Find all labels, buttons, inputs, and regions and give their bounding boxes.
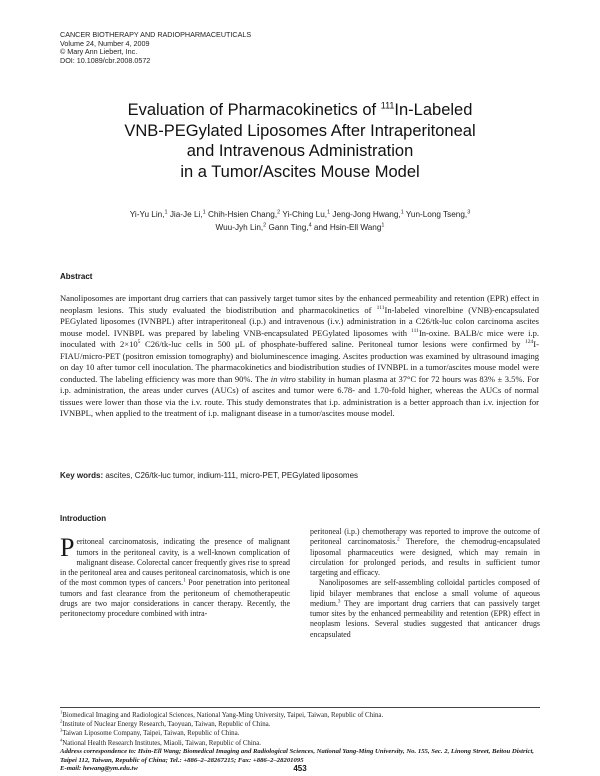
- journal-volume: Volume 24, Number 4, 2009: [60, 38, 150, 48]
- author: Jeng-Jong Hwang,: [330, 210, 401, 219]
- copyright-line: © Mary Ann Liebert, Inc.: [60, 47, 138, 57]
- author: Jia-Je Li,: [167, 210, 203, 219]
- author-affil-mark: 1: [400, 209, 404, 216]
- correspondence-address: Address correspondence to: Hsin-Ell Wang; Biomedical Imaging and Radiological Sciences, National Yang-Ming University, No. 155, Sec. 2, Linong Street, Beitou District, Taipei 112, Taiwan, Republic of China; Tel.: +886–2–28267215; Fax: +886–2–28201095: [60, 748, 534, 764]
- intro-text: They are important drug carriers that can passively target tumor sites by the enhanced permeability and retention (EPR) effect in neoplasm lesions. Several studies suggested that anticancer drugs encapsulated: [310, 598, 540, 639]
- intro-text: Therefore, the chemodrug-encapsulated liposomal pharmaceutics were designed, which may remain in circulation for prolonged periods, and results in sufficient tumor targeting and efficacy.: [310, 537, 540, 577]
- author-list: [88, 208, 512, 234]
- citation-sup: 1: [183, 577, 186, 584]
- title-line-4: in a Tumor/Ascites Mouse Model: [180, 162, 420, 181]
- citation-sup: 3: [337, 598, 341, 605]
- intro-column-right: [310, 527, 540, 640]
- intro-text: peritoneal (i.p.) chemotherapy was reported to improve the outcome of peritoneal carcinomatosis.: [310, 527, 540, 547]
- abstract-text: Nanoliposomes are important drug carriers that can passively target tumor sites by the enhanced permeability and retention (EPR) effect in neoplasm lesions. This study evaluated the biodistribution and pharmacokinetics of: [60, 293, 539, 315]
- affil-mark: 4: [60, 737, 63, 743]
- author-affil-mark: 2: [263, 222, 267, 229]
- affiliation: Taiwan Liposome Company, Taipei, Taiwan, Republic of China.: [62, 730, 240, 738]
- intro-text: Nanoliposomes are self-assembling colloidal particles composed of lipid bilayer membranes that enclose a small volume of aqueous medium.: [310, 578, 540, 608]
- page-number: 453: [293, 764, 307, 773]
- author-affil-mark: 2: [277, 209, 281, 216]
- author-affil-mark: 1: [202, 209, 206, 216]
- footnote-divider: [60, 707, 540, 708]
- author-affil-mark: 1: [327, 209, 331, 216]
- author: Chih-Hsien Chang,: [205, 210, 278, 219]
- isotope-sup: 124: [524, 339, 534, 346]
- author: and Hsin-Ell Wang: [311, 223, 382, 232]
- article-title: [60, 100, 540, 182]
- affil-mark: 3: [60, 728, 63, 734]
- isotope-sup: 111: [411, 327, 419, 334]
- title-line-1b: In-Labeled: [394, 101, 473, 119]
- doi-line: DOI: 10.1089/cbr.2008.0572: [60, 55, 151, 65]
- author: Yi-Yu Lin,: [129, 210, 165, 219]
- drop-cap: P: [60, 533, 75, 563]
- abstract-italic: in vitro: [270, 373, 296, 384]
- affil-mark: 1: [60, 709, 63, 715]
- abstract-text: C26/tk-luc cells in 500 μL of phosphate-buffered saline. Peritoneal tumor lesions were confirmed by: [140, 339, 525, 349]
- title-line-1a: Evaluation of Pharmacokinetics of: [127, 101, 381, 119]
- intro-text: Poor penetration into peritoneal tumors and fast clearance from the peritoneum of chemotherapeutic drugs are two major considerations in cancer therapy. Recently, the peritonectomy procedure combined with intra-: [60, 578, 290, 618]
- abstract-text: In-labeled vinorelbine (VNB)-encapsulated PEGylated liposomes (IVNBPL) after intraperitoneal (i.p.) and intravenous (i.v.) administration in a C26/tk-luc colon carcinoma ascites mouse model. IVNBPL was prepared by labeling VNB-encapsulated PEGylated liposomes with: [60, 304, 539, 338]
- abstract-heading: Abstract: [60, 272, 93, 281]
- author: Gann Ting,: [266, 223, 309, 232]
- author-affil-mark: 1: [164, 209, 168, 216]
- abstract-text: I-FIAU/micro-PET (positron emission tomography) and bioluminescence imaging. Ascites production was examined by ultrasound imaging on day 10 after tumor cell inoculation. The pharmacokinetics and biodistribution studies of IVNBPL in a tumor/ascites mouse model were conducted. The labeling efficiency was more than 90%. The: [60, 339, 539, 384]
- author: Yun-Long Tseng,: [403, 210, 468, 219]
- citation-sup: 2: [397, 536, 400, 543]
- author: Wuu-Jyh Lin,: [215, 223, 264, 232]
- author-affil-mark: 1: [381, 222, 385, 229]
- title-sup: 111: [380, 100, 395, 111]
- isotope-sup: 111: [376, 304, 385, 311]
- journal-name: CANCER BIOTHERAPY AND RADIOPHARMACEUTICALS: [60, 30, 252, 39]
- intro-column-left: [60, 514, 290, 619]
- abstract-text: stability in human plasma at 37°C for 72 hours was 83% ± 3.5%. For i.p. administration, the areas under curves (AUCs) of ascites and tumor were 6.78- and 1.70-fold higher, whereas the AUCs of normal tissues were lower than those via the i.v. route. This study demonstrates that i.p. administration is a better approach than i.v. injection for IVNBPL, when applied to the treatment of i.p. malignant disease in a tumor/ascites mouse model.: [60, 373, 539, 418]
- abstract-body: [60, 293, 539, 420]
- affiliations: [60, 711, 540, 748]
- keywords-label: Key words:: [60, 471, 104, 480]
- affiliation: Biomedical Imaging and Radiological Sciences, National Yang-Ming University, Taipei, Taiwan, Republic of China.: [62, 712, 384, 719]
- author-affil-mark: 3: [467, 209, 471, 216]
- title-line-2: VNB-PEGylated Liposomes After Intraperitoneal: [124, 121, 476, 140]
- correspondence-email: E-mail: hewang@ym.edu.tw: [60, 765, 138, 773]
- exponent-sup: 5: [137, 339, 141, 346]
- journal-header: [60, 31, 360, 65]
- abstract-text: In-oxine. BALB/c mice were i.p. inoculated with 2×10: [60, 327, 539, 349]
- author-affil-mark: 4: [308, 222, 312, 229]
- affil-mark: 2: [60, 718, 63, 724]
- keywords: [60, 471, 540, 480]
- affiliation: Institute of Nuclear Energy Research, Taoyuan, Taiwan, Republic of China.: [62, 721, 271, 729]
- intro-heading: Introduction: [60, 514, 107, 523]
- author: Yi-Ching Lu,: [280, 210, 328, 219]
- intro-text: eritoneal carcinomatosis, indicating the presence of malignant tumors in the peritoneal cavity, is a well-known complication of malignant disease. Colorectal cancer frequently gives rise to spread in the peritoneal area and causes peritoneal carcinomatosis, which is one of the most common types of cancers.: [60, 537, 290, 588]
- affiliation: National Health Research Institutes, Miaoli, Taiwan, Republic of China.: [62, 739, 262, 747]
- keywords-text: ascites, C26/tk-luc tumor, indium-111, micro-PET, PEGylated liposomes: [103, 471, 359, 480]
- title-line-3: and Intravenous Administration: [186, 142, 414, 160]
